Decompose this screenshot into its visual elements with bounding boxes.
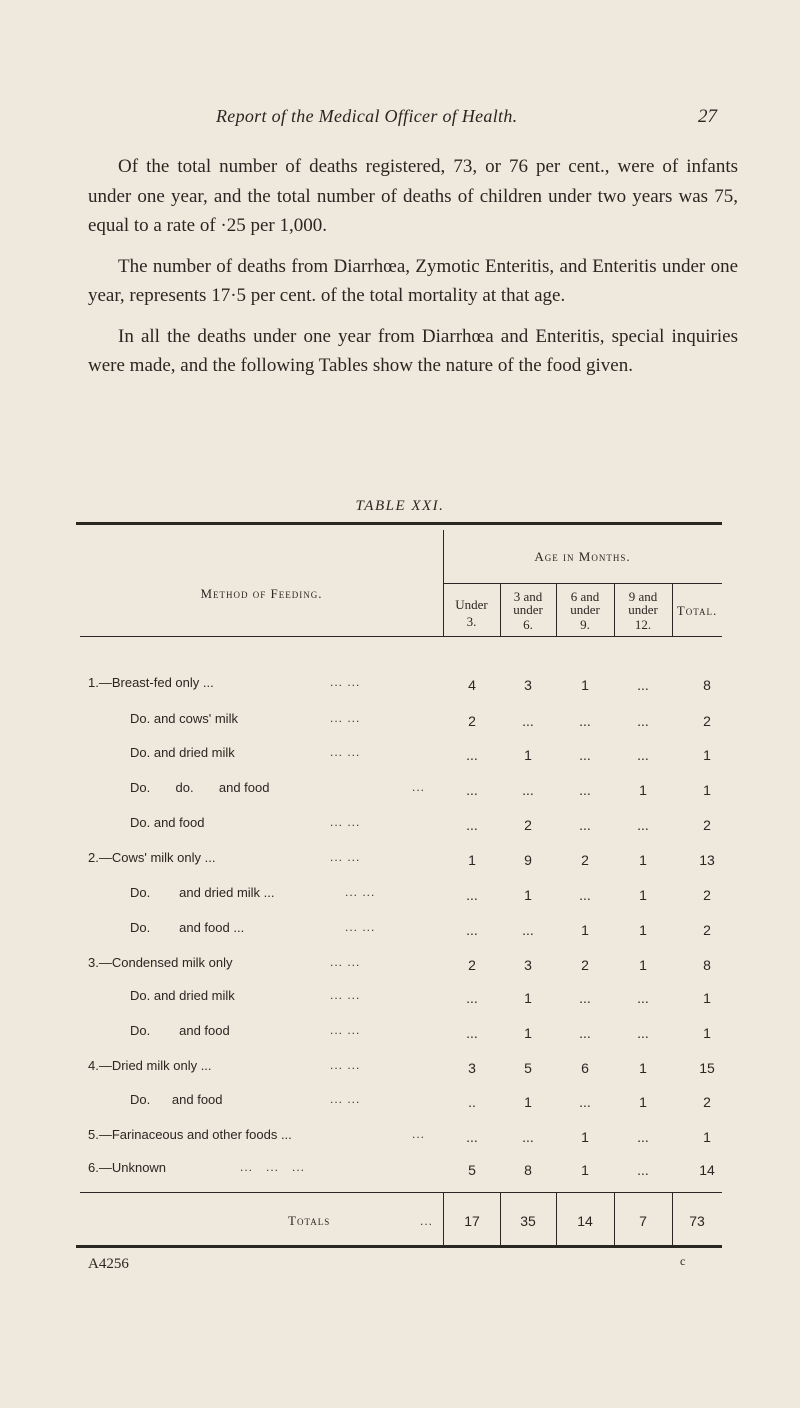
col-under-3-header: Under 3. — [455, 597, 488, 629]
cell-6-to-9: ... — [579, 817, 591, 833]
leader-dots: ... ... ... — [240, 1160, 306, 1174]
cell-total: 2 — [703, 817, 711, 833]
age-in-months-header: Age in Months. — [534, 549, 631, 564]
cell-6-to-9: ... — [579, 713, 591, 729]
signature-mark: A4256 — [88, 1256, 129, 1272]
row-label: Do. and cows' milk — [130, 711, 238, 726]
cell-under-3: ... — [466, 990, 478, 1006]
row-label: Do. do. and food — [130, 780, 270, 795]
col-total-header: Total. — [676, 603, 718, 618]
cell-under-3: 5 — [468, 1162, 476, 1178]
cell-total: 1 — [703, 782, 711, 798]
totals-divider — [556, 1192, 557, 1245]
cell-3-to-6: 3 — [524, 677, 532, 693]
cell-9-to-12: 1 — [639, 957, 647, 973]
row-label: Do. and dried milk ... — [130, 885, 275, 900]
row-label: Do. and food ... — [130, 920, 245, 935]
cell-9-to-12: 1 — [639, 1060, 647, 1076]
total-under-3: 17 — [464, 1213, 480, 1229]
cell-total: 2 — [703, 1094, 711, 1110]
gathering-mark: c — [680, 1254, 686, 1268]
cell-6-to-9: ... — [579, 747, 591, 763]
age-header-rule — [443, 583, 722, 584]
cell-3-to-6: 1 — [524, 747, 532, 763]
col-6-to-9-header: 6 and under 9. — [570, 589, 600, 632]
totals-top-rule — [80, 1192, 722, 1193]
body-text — [88, 152, 738, 392]
cell-3-to-6: ... — [522, 922, 534, 938]
cell-under-3: 3 — [468, 1060, 476, 1076]
header-bottom-rule — [80, 636, 722, 637]
row-label: 3.—Condensed milk only — [88, 955, 233, 970]
cell-under-3: .. — [468, 1094, 476, 1110]
cell-total: 8 — [703, 677, 711, 693]
page-number: 27 — [698, 106, 717, 127]
method-of-feeding-header: Method of Feeding. — [200, 586, 323, 601]
cell-total: 15 — [699, 1060, 715, 1076]
cell-9-to-12: ... — [637, 747, 649, 763]
totals-divider — [500, 1192, 501, 1245]
cell-under-3: ... — [466, 922, 478, 938]
cell-6-to-9: 2 — [581, 957, 589, 973]
cell-9-to-12: ... — [637, 1129, 649, 1145]
table-caption: TABLE XXI. — [355, 498, 445, 514]
row-label: Do. and food — [130, 1092, 223, 1107]
totals-divider — [614, 1192, 615, 1245]
running-title: Report of the Medical Officer of Health. — [216, 106, 518, 126]
paragraph: The number of deaths from Diarrhœa, Zymotic Enteritis, and Enteritis under one year, represents 17·5 per cent. of the total mortality at that age. — [88, 255, 738, 306]
cell-9-to-12: 1 — [639, 922, 647, 938]
cell-total: 2 — [703, 887, 711, 903]
leader-dots: ... ... — [330, 1092, 361, 1106]
cell-under-3: ... — [466, 782, 478, 798]
cell-under-3: 4 — [468, 677, 476, 693]
cell-9-to-12: ... — [637, 990, 649, 1006]
cell-under-3: ... — [466, 887, 478, 903]
leader-dots: ... — [412, 780, 426, 794]
row-label: 2.—Cows' milk only ... — [88, 850, 216, 865]
cell-9-to-12: ... — [637, 1162, 649, 1178]
leader-dots: ... ... — [330, 745, 361, 759]
total-9-to-12: 7 — [639, 1213, 647, 1229]
cell-3-to-6: ... — [522, 782, 534, 798]
cell-6-to-9: ... — [579, 782, 591, 798]
cell-total: 8 — [703, 957, 711, 973]
col-3-to-6-header: 3 and under 6. — [513, 589, 543, 632]
cell-9-to-12: ... — [637, 1025, 649, 1041]
leader-dots: ... ... — [330, 711, 361, 725]
cell-6-to-9: ... — [579, 990, 591, 1006]
cell-6-to-9: 1 — [581, 922, 589, 938]
leader-dots: ... ... — [345, 885, 376, 899]
leader-dots: ... — [412, 1127, 426, 1141]
cell-3-to-6: 1 — [524, 887, 532, 903]
row-label: 6.—Unknown — [88, 1160, 167, 1175]
grand-total: 73 — [689, 1213, 705, 1229]
cell-under-3: 2 — [468, 957, 476, 973]
cell-total: 1 — [703, 1025, 711, 1041]
row-label: Do. and dried milk — [130, 988, 235, 1003]
row-label: 5.—Farinaceous and other foods ... — [88, 1127, 292, 1142]
cell-6-to-9: ... — [579, 1025, 591, 1041]
cell-under-3: ... — [466, 747, 478, 763]
cell-6-to-9: 2 — [581, 852, 589, 868]
cell-3-to-6: ... — [522, 713, 534, 729]
total-6-to-9: 14 — [577, 1213, 593, 1229]
cell-under-3: 2 — [468, 713, 476, 729]
cell-3-to-6: 5 — [524, 1060, 532, 1076]
leader-dots: ... ... — [330, 675, 361, 689]
cell-under-3: ... — [466, 1025, 478, 1041]
cell-total: 13 — [699, 852, 715, 868]
cell-9-to-12: ... — [637, 713, 649, 729]
cell-6-to-9: ... — [579, 1094, 591, 1110]
row-label: Do. and food — [130, 1023, 230, 1038]
cell-total: 1 — [703, 747, 711, 763]
cell-6-to-9: ... — [579, 887, 591, 903]
row-label: Do. and dried milk — [130, 745, 235, 760]
cell-9-to-12: 1 — [639, 887, 647, 903]
cell-total: 2 — [703, 713, 711, 729]
row-label: 4.—Dried milk only ... — [88, 1058, 212, 1073]
cell-under-3: ... — [466, 1129, 478, 1145]
cell-9-to-12: 1 — [639, 1094, 647, 1110]
total-3-to-6: 35 — [520, 1213, 536, 1229]
cell-9-to-12: 1 — [639, 852, 647, 868]
totals-label: Totals — [288, 1213, 331, 1228]
cell-6-to-9: 1 — [581, 1129, 589, 1145]
leader-dots: ... ... — [330, 988, 361, 1002]
cell-3-to-6: 1 — [524, 1094, 532, 1110]
col-9-to-12-header: 9 and under 12. — [628, 589, 658, 632]
leader-dots: ... ... — [330, 1023, 361, 1037]
cell-3-to-6: 3 — [524, 957, 532, 973]
cell-6-to-9: 1 — [581, 1162, 589, 1178]
cell-total: 1 — [703, 1129, 711, 1145]
leader-dots: ... — [420, 1214, 434, 1228]
paragraph: In all the deaths under one year from Diarrhœa and Enteritis, special inquiries were made, and the following Tables show the nature of the food given. — [88, 325, 738, 376]
cell-3-to-6: 9 — [524, 852, 532, 868]
leader-dots: ... ... — [330, 1058, 361, 1072]
cell-total: 2 — [703, 922, 711, 938]
totals-divider — [443, 1192, 444, 1245]
row-label: Do. and food — [130, 815, 205, 830]
row-label: 1.—Breast-fed only ... — [88, 675, 214, 690]
cell-total: 14 — [699, 1162, 715, 1178]
leader-dots: ... ... — [330, 955, 361, 969]
cell-under-3: 1 — [468, 852, 476, 868]
table-bottom-rule — [76, 1245, 722, 1248]
leader-dots: ... ... — [330, 850, 361, 864]
cell-6-to-9: 1 — [581, 677, 589, 693]
leader-dots: ... ... — [330, 815, 361, 829]
cell-3-to-6: 8 — [524, 1162, 532, 1178]
cell-3-to-6: 1 — [524, 990, 532, 1006]
paragraph: Of the total number of deaths registered, 73, or 76 per cent., were of infants under one year, and the total number of deaths of children under two years was 75, equal to a rate of ·25 per 1,000. — [88, 156, 738, 236]
table-top-rule — [76, 522, 722, 525]
cell-3-to-6: 2 — [524, 817, 532, 833]
cell-9-to-12: ... — [637, 817, 649, 833]
cell-9-to-12: ... — [637, 677, 649, 693]
cell-total: 1 — [703, 990, 711, 1006]
leader-dots: ... ... — [345, 920, 376, 934]
cell-under-3: ... — [466, 817, 478, 833]
cell-6-to-9: 6 — [581, 1060, 589, 1076]
cell-9-to-12: 1 — [639, 782, 647, 798]
cell-3-to-6: 1 — [524, 1025, 532, 1041]
cell-3-to-6: ... — [522, 1129, 534, 1145]
running-head — [0, 106, 800, 136]
